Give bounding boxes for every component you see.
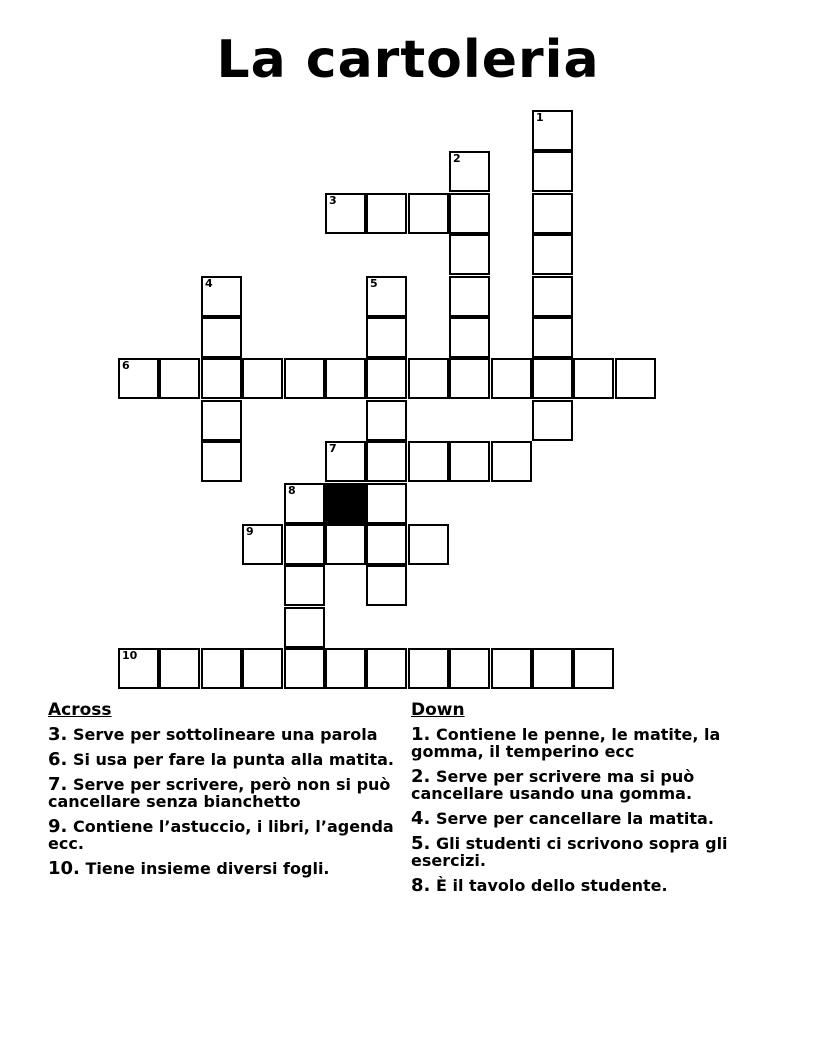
grid-cell[interactable] [408,441,449,482]
grid-cell[interactable] [408,648,449,689]
down-clue [411,768,761,802]
clue-text: Serve per scrivere ma si può cancellare usando una gomma. [411,767,695,803]
grid-cell[interactable] [201,400,242,441]
across-clues [48,700,398,885]
grid-cell[interactable] [366,400,407,441]
grid-cell[interactable] [408,524,449,565]
clue-number: 4. [411,808,431,829]
grid-cell[interactable] [284,483,325,524]
grid-cell[interactable] [284,565,325,606]
grid-cell[interactable] [325,358,366,399]
grid-cell[interactable] [366,193,407,234]
grid-cell[interactable] [201,276,242,317]
grid-cell[interactable] [366,441,407,482]
grid-cell[interactable] [325,524,366,565]
grid-cell[interactable] [201,317,242,358]
grid-cell[interactable] [491,358,532,399]
clue-text: È il tavolo dello studente. [435,876,668,895]
across-clue [48,726,398,743]
grid-cell[interactable] [573,358,614,399]
clue-text: Contiene le penne, le matite, la gomma, il temperino ecc [411,725,721,761]
grid-cell[interactable] [532,358,573,399]
down-heading: Down [411,700,465,720]
clue-number: 7. [48,774,68,795]
clue-number: 8. [411,875,431,896]
grid-cell[interactable] [284,648,325,689]
clue-text: Si usa per fare la punta alla matita. [72,750,395,769]
grid-cell[interactable] [449,358,490,399]
clue-text: Serve per cancellare la matita. [435,809,714,828]
grid-cell[interactable] [366,483,407,524]
grid-cell[interactable] [118,648,159,689]
cell-number: 5 [370,277,378,290]
clue-number: 3. [48,724,68,745]
grid-cell[interactable] [532,193,573,234]
black-square [325,483,366,524]
down-clues [411,700,761,902]
grid-cell[interactable] [284,524,325,565]
grid-cell[interactable] [201,358,242,399]
grid-cell[interactable] [366,276,407,317]
across-clue [48,818,398,852]
clue-text: Serve per sottolineare una parola [72,725,378,744]
grid-cell[interactable] [201,648,242,689]
down-clue [411,810,761,827]
across-clue [48,776,398,810]
down-clue [411,877,761,894]
grid-cell[interactable] [242,648,283,689]
grid-cell[interactable] [532,151,573,192]
clue-number: 9. [48,816,68,837]
cell-number: 3 [329,194,337,207]
grid-cell[interactable] [491,441,532,482]
cell-number: 8 [288,484,296,497]
down-clue [411,835,761,869]
grid-cell[interactable] [284,358,325,399]
cell-number: 4 [205,277,213,290]
across-clue [48,751,398,768]
grid-cell[interactable] [532,234,573,275]
grid-cell[interactable] [532,648,573,689]
cell-number: 9 [246,525,254,538]
down-clue [411,726,761,760]
grid-cell[interactable] [159,648,200,689]
puzzle-title: La cartoleria [216,30,600,90]
grid-cell[interactable] [449,317,490,358]
clue-text: Serve per scrivere, però non si può cancellare senza bianchetto [48,775,391,811]
cell-number: 10 [122,649,138,662]
grid-cell[interactable] [366,358,407,399]
grid-cell[interactable] [615,358,656,399]
grid-cell[interactable] [118,358,159,399]
grid-cell[interactable] [532,110,573,151]
clue-number: 1. [411,724,431,745]
clue-number: 2. [411,766,431,787]
grid-cell[interactable] [449,151,490,192]
grid-cell[interactable] [449,276,490,317]
grid-cell[interactable] [325,648,366,689]
grid-cell[interactable] [201,441,242,482]
cell-number: 6 [122,359,130,372]
grid-cell[interactable] [532,276,573,317]
clue-number: 6. [48,749,68,770]
across-clue [48,860,398,877]
grid-cell[interactable] [573,648,614,689]
grid-cell[interactable] [408,193,449,234]
grid-cell[interactable] [284,607,325,648]
grid-cell[interactable] [449,234,490,275]
grid-cell[interactable] [242,524,283,565]
grid-cell[interactable] [532,317,573,358]
grid-cell[interactable] [325,441,366,482]
grid-cell[interactable] [242,358,283,399]
clue-number: 5. [411,833,431,854]
grid-cell[interactable] [366,648,407,689]
grid-cell[interactable] [325,193,366,234]
grid-cell[interactable] [366,565,407,606]
grid-cell[interactable] [366,317,407,358]
grid-cell[interactable] [449,193,490,234]
clue-text: Gli studenti ci scrivono sopra gli esercizi. [411,834,728,870]
clue-text: Contiene l’astuccio, i libri, l’agenda ecc. [48,817,394,853]
clue-number: 10. [48,858,80,879]
cell-number: 7 [329,442,337,455]
grid-cell[interactable] [366,524,407,565]
grid-cell[interactable] [532,400,573,441]
cell-number: 2 [453,152,461,165]
grid-cell[interactable] [408,358,449,399]
grid-cell[interactable] [449,441,490,482]
grid-cell[interactable] [491,648,532,689]
grid-cell[interactable] [449,648,490,689]
across-heading: Across [48,700,112,720]
grid-cell[interactable] [159,358,200,399]
clue-text: Tiene insieme diversi fogli. [85,859,330,878]
cell-number: 1 [536,111,544,124]
